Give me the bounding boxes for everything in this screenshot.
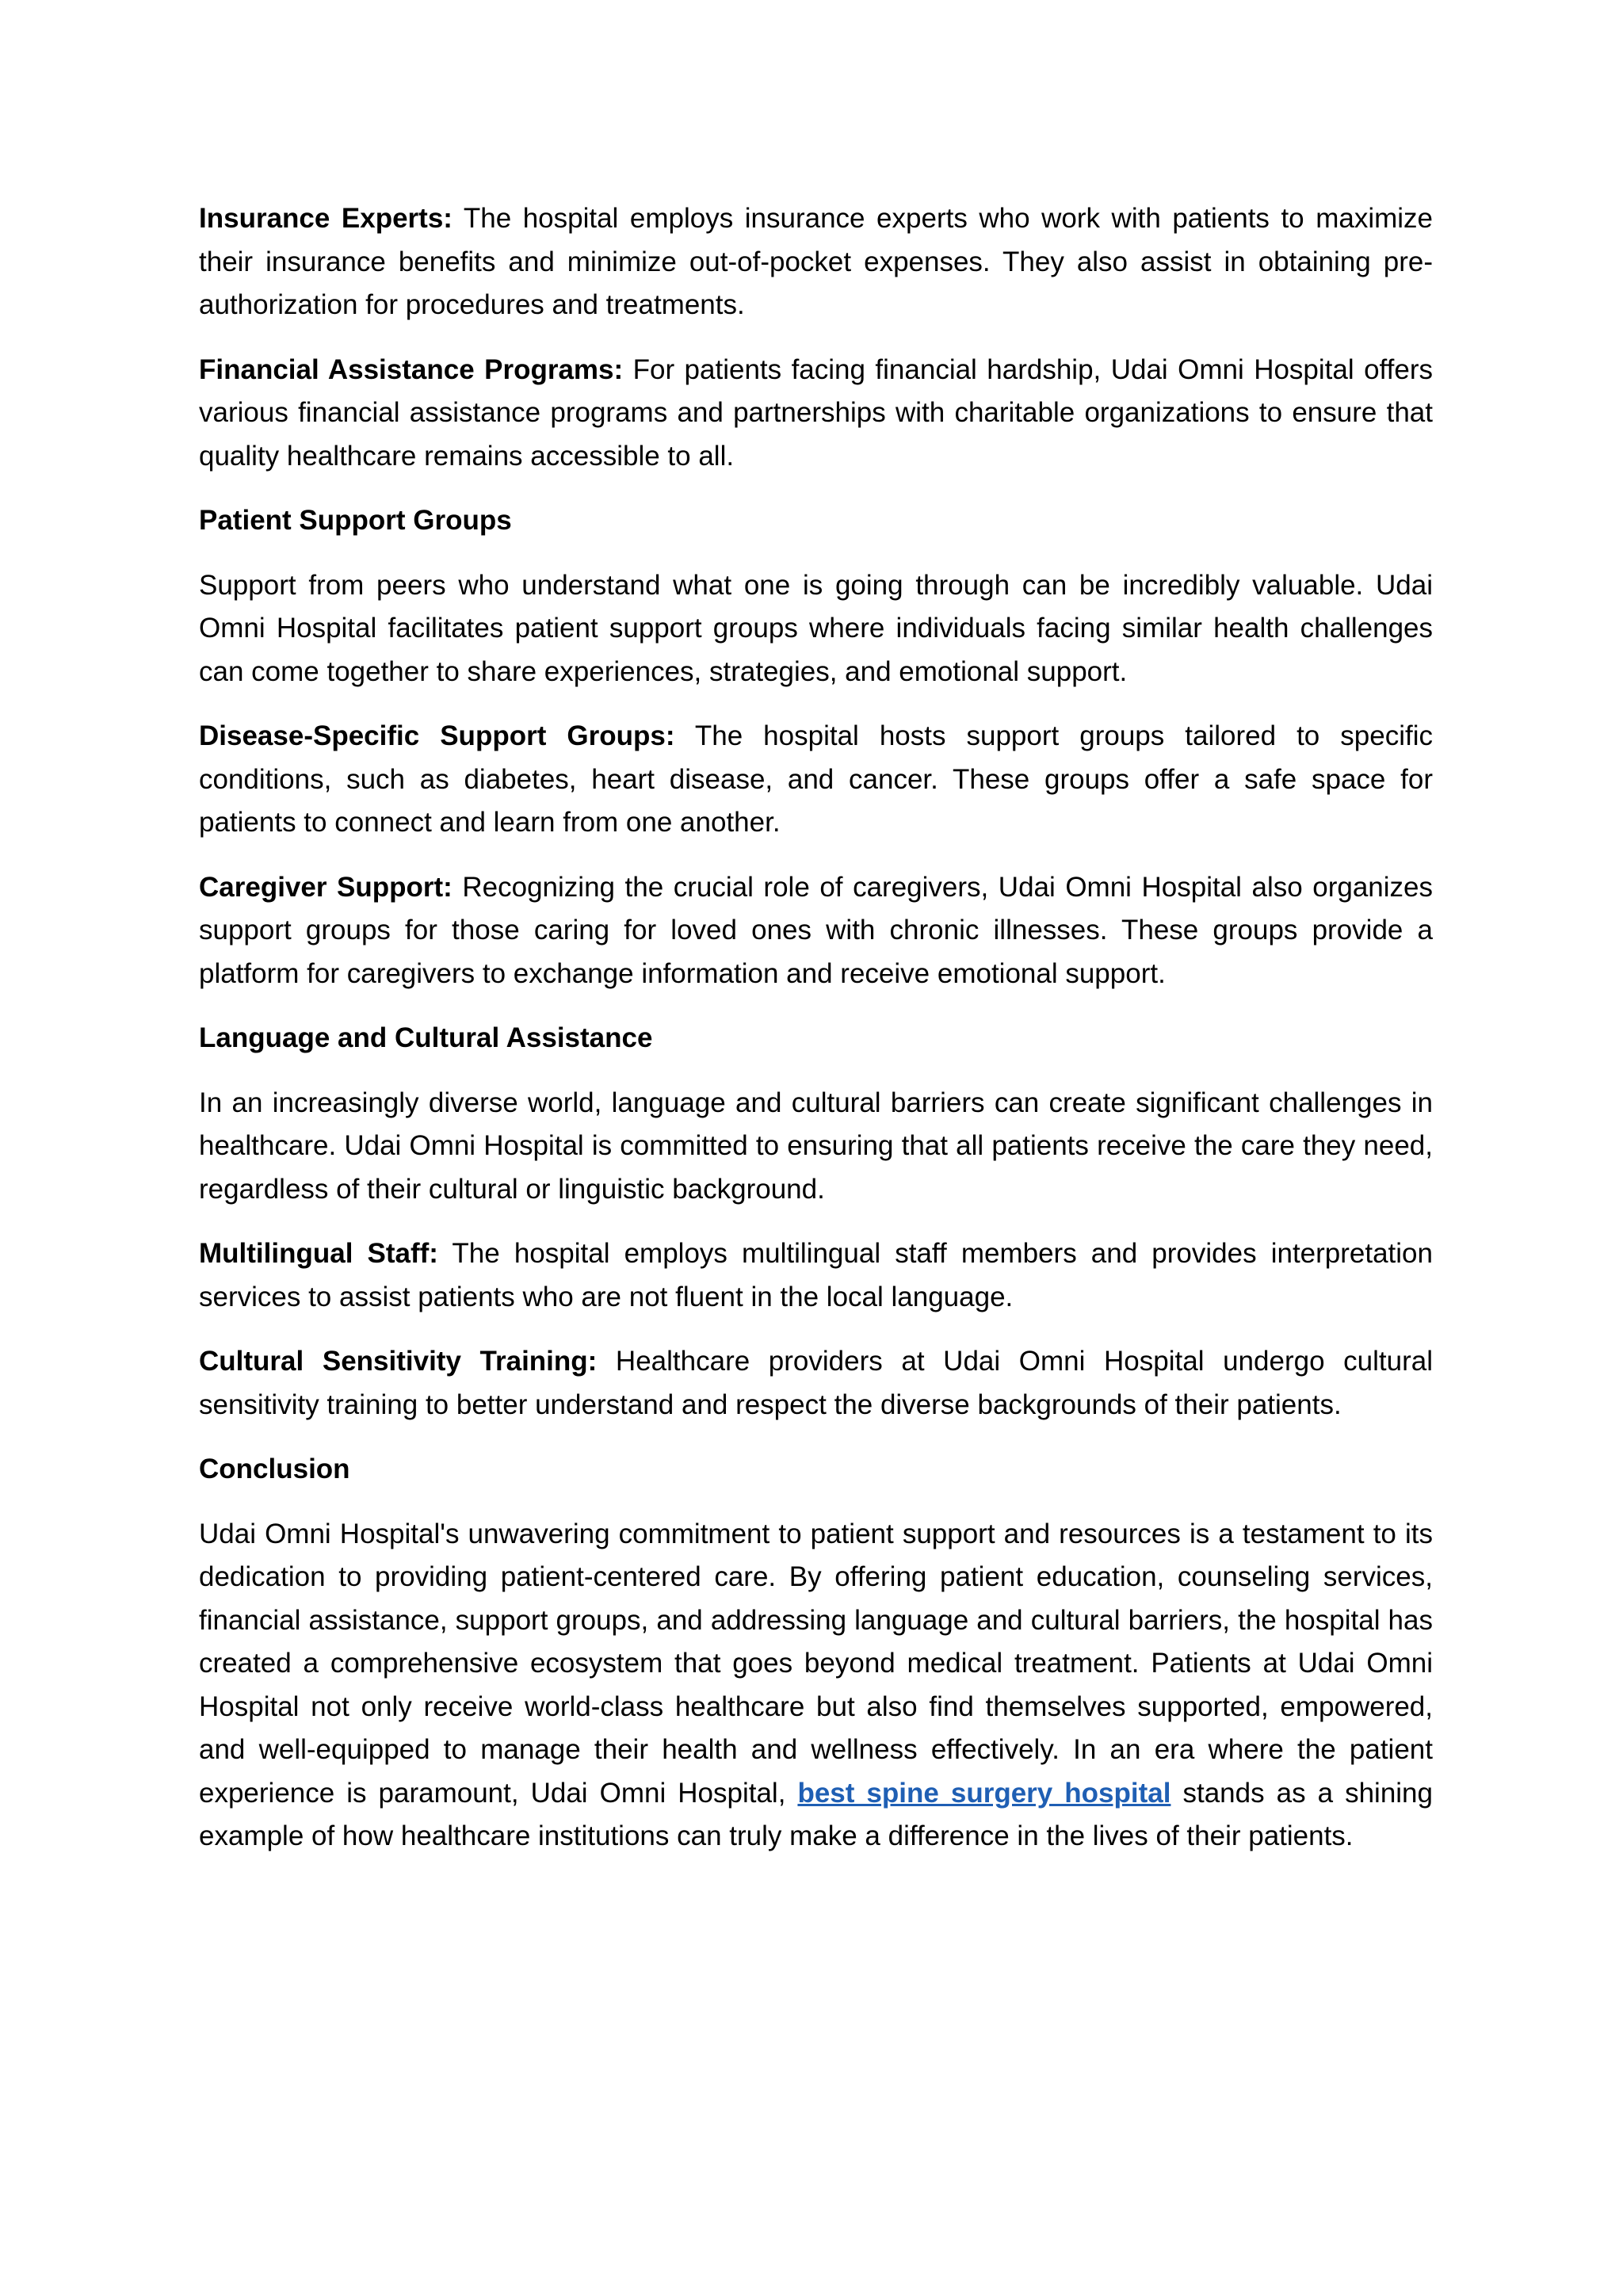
conclusion-text-before-link: Udai Omni Hospital's unwavering commitment to patient support and resources is a testament to its dedication to providing patient-centered care. By offering patient education, counseling services, financial assistance, support groups, and addressing language and cultural barriers, the hospital has created a comprehensive ecosystem that goes beyond medical treatment. Patients at Udai Omni Hospital not only receive world-class healthcare but also find themselves supported, empowered, and well-equipped to manage their health and wellness effectively. In an era where the patient experience is paramount, Udai Omni Hospital,: [199, 1518, 1433, 1809]
financial-assistance-paragraph: [199, 349, 1433, 479]
insurance-experts-paragraph: [199, 197, 1433, 327]
caregiver-support-term: Caregiver Support:: [199, 871, 453, 903]
multilingual-staff-paragraph: [199, 1232, 1433, 1319]
conclusion-paragraph: [199, 1513, 1433, 1859]
cultural-training-text: Healthcare providers at Udai Omni Hospital undergo cultural sensitivity training to better understand and respect the diverse backgrounds of their patients.: [199, 1346, 1433, 1420]
support-groups-heading: Patient Support Groups: [199, 505, 512, 536]
caregiver-support-text: Recognizing the crucial role of caregivers, Udai Omni Hospital also organizes support groups for those caring for loved ones with chronic illnesses. These groups provide a platform for caregivers to exchange information and receive emotional support.: [199, 871, 1433, 989]
financial-assistance-term: Financial Assistance Programs:: [199, 353, 624, 385]
document-page: [199, 197, 1433, 1880]
cultural-training-paragraph: [199, 1340, 1433, 1427]
disease-specific-text: The hospital hosts support groups tailored to specific conditions, such as diabetes, heart disease, and cancer. These groups offer a safe space for patients to connect and learn from one another.: [199, 720, 1433, 838]
support-groups-intro: Support from peers who understand what one is going through can be incredibly valuable. Udai Omni Hospital facilitates patient support groups where individuals facing similar health challenges can come together to share experiences, strategies, and emotional support.: [199, 569, 1433, 687]
best-spine-surgery-hospital-link[interactable]: best spine surgery hospital: [797, 1777, 1171, 1809]
multilingual-staff-text: The hospital employs multilingual staff members and provides interpretation services to assist patients who are not fluent in the local language.: [199, 1238, 1433, 1312]
disease-specific-paragraph: [199, 715, 1433, 845]
conclusion-text-after-link: stands as a shining example of how healthcare institutions can truly make a difference in the lives of their patients.: [199, 1777, 1433, 1851]
disease-specific-term: Disease-Specific Support Groups:: [199, 720, 675, 751]
conclusion-heading: Conclusion: [199, 1454, 350, 1484]
language-heading: Language and Cultural Assistance: [199, 1022, 653, 1053]
language-intro: In an increasingly diverse world, language and cultural barriers can create significant challenges in healthcare. Udai Omni Hospital is committed to ensuring that all patients receive the care they need, regardless of their cultural or linguistic background.: [199, 1087, 1433, 1205]
insurance-experts-text: The hospital employs insurance experts who work with patients to maximize their insurance benefits and minimize out-of-pocket expenses. They also assist in obtaining pre-authorization for procedures and treatments.: [199, 203, 1433, 320]
cultural-training-term: Cultural Sensitivity Training:: [199, 1346, 598, 1377]
caregiver-support-paragraph: [199, 866, 1433, 996]
financial-assistance-text: For patients facing financial hardship, Udai Omni Hospital offers various financial assistance programs and partnerships with charitable organizations to ensure that quality healthcare remains accessible to all.: [199, 353, 1433, 472]
multilingual-staff-term: Multilingual Staff:: [199, 1238, 438, 1269]
insurance-experts-term: Insurance Experts:: [199, 203, 453, 234]
